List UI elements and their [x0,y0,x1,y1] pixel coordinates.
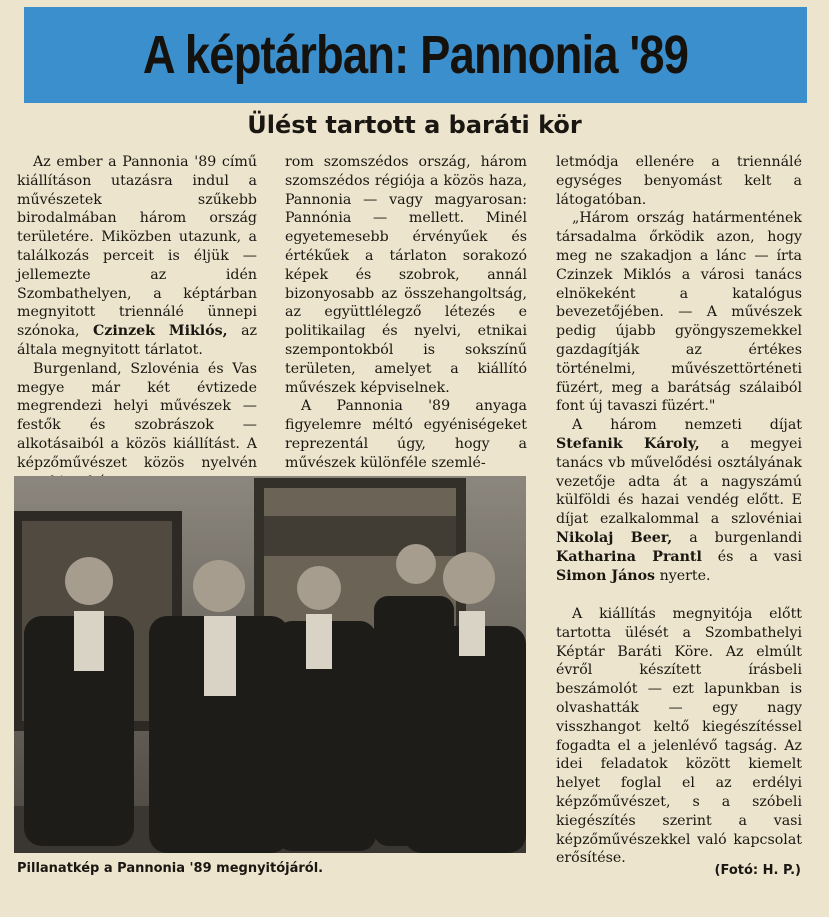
paragraph [17,153,257,360]
paragraph: A kiállítás megnyitója előtt tartotta ülését a Szombathelyi Képtár Baráti Köre. Az elmúlt évről készített írásbeli beszámolót — ezt lapunkban is olvashatták — egy nagy visszhangot keltő kiegészítéssel fogadta el a jelenlévő tagság. Az idei feladatok között kiemelt helyet foglal el az erdélyi képzőművészet, s a szóbeli kiegészítés szerint a vasi képzőművészekkel való kapcsolat erősítése. [556,606,802,867]
paragraph-text: Az ember a Pannonia '89 című kiállításon utazásra indul a művészetek szűkebb birodalmában három ország területére. Miközben utazunk, a találkozás perceit is éljük — jellemezte az idén Szombathelyen, a képtárban megnyitott triennálé ünnepi szónoka, [17,154,257,340]
paragraph-text: nyerte. [659,567,711,584]
column-2 [285,153,527,473]
photo-image [14,476,526,853]
paragraph-text: A három nemzeti díjat [572,417,802,434]
paragraph: Burgenland, Szlovénia és Vas megye már két évtizede megrendezi helyi művészek — festők és szobrászok — alkotásaiból a közös kiállítást. A képzőművészet közös nyelvén [17,360,257,471]
photo-illustration [14,476,526,853]
paragraph-text: a burgenlandi [689,529,802,546]
paragraph-text: és a vasi [717,548,802,565]
paragraph-text: az általa megnyitott tárlatot. [17,323,257,358]
paragraph: letmódja ellenére a triennálé egységes benyomást kelt a látogatóban. [556,154,802,208]
column-3-continued [556,605,802,868]
photo-caption: Pillanatkép a Pannonia '89 megnyitójáról. [17,861,324,876]
person-name: Simon János [556,567,656,584]
photo-credit: (Fotó: H. P.) [714,863,801,878]
paragraph: „Három ország határmentének társadalma őrködik azon, hogy meg ne szakadjon a lánc — írta Czinzek Miklós a városi tanács elnökeként a katalógus bevezetőjében. — A művészek pedig újabb gyöngyszemekkel gazdagítják az értékes történelmi, művészettörténeti füzért, meg a barátság szálaiból font új tavaszi füzért." [556,210,802,415]
paragraph [556,416,802,585]
subtitle: Ülést tartott a baráti kör [247,111,582,139]
person-name: Nikolaj Beer, [556,529,673,546]
person-name: Czinzek Miklós, [93,323,228,340]
paragraph: A Pannonia '89 anyaga figyelemre méltó egyéniségeket reprezentál úgy, hogy a művészek különféle szemlé- [285,398,527,471]
person-name: Katharina Prantl [556,548,702,565]
headline: A képtárban: Pannonia '89 [142,25,689,85]
person-name: Stefanik Károly, [556,435,700,452]
headline-banner [24,7,807,103]
column-3 [556,153,802,585]
column-1 [17,153,257,491]
paragraph: rom szomszédos ország, három szomszédos régiója a közös haza, Pannonia — vagy magyarosan: Pannónia — mellett. Minél egyetemesebb érvényűek és értékűek a tárlaton sorakozó képek és szobrok, annál bizonyosabb az összehangoltság, az együttlélegző létezés e politikailag és nyelvi, etnikai szempontokból is sokszínű területen, amelyet a kiállító művészek képviselnek. [285,154,527,396]
paragraph-text: a megyei tanács vb művelődési osztályának vezetője adta át a nagyszámú külföldi és hazai vendég előtt. E díjat ezalkalommal a szlovéniai [556,435,802,528]
